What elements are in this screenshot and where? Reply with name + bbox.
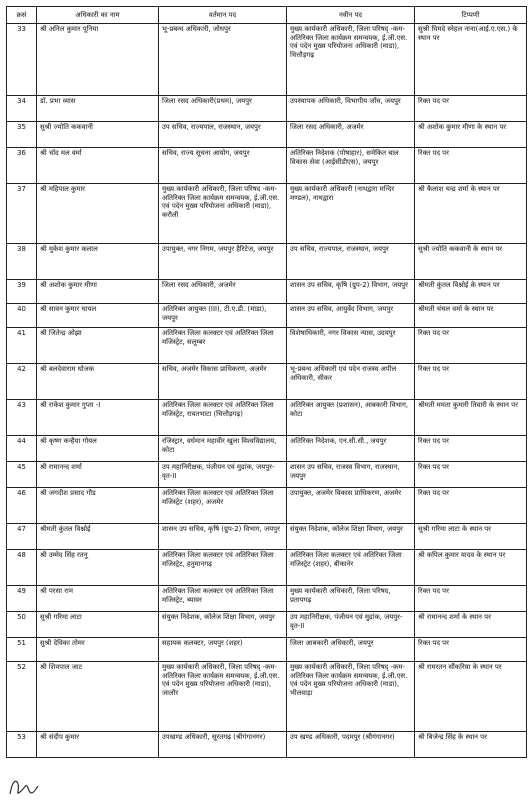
- row-new-post: मुख्य कार्यकारी अधिकारी, जिला परिषद् -कम- अतिरिक्त जिला कार्यक्रम समन्वयक, ई.जी.एस. एवं पदेन मुख्य परियोजना अधिकारी (माडा), भीलवाड़ा: [287, 662, 415, 732]
- row-current-post: सचिव, राज्य सूचना आयोग, जयपुर: [159, 148, 287, 184]
- table-row: [7, 662, 527, 732]
- header-officer-name: अधिकारी का नाम: [37, 7, 159, 24]
- row-officer-name: श्री राकेश कुमार गुप्ता -I: [37, 400, 159, 436]
- row-current-post: उप सचिव, राज्यपाल, राजस्थान, जयपुर: [159, 122, 287, 148]
- row-new-post: उप सचिव, राज्यपाल, राजस्थान, जयपुर: [287, 244, 415, 280]
- table-row: [7, 612, 527, 638]
- row-remark: सुश्री घिमदे स्नेहल नाना(आई.ए.एस.) के स्थान पर: [415, 24, 527, 96]
- row-remark: रिक्त पद पर: [415, 364, 527, 400]
- row-officer-name: श्री चॉद मल वर्मा: [37, 148, 159, 184]
- row-officer-name: सुश्री देविका तोमर: [37, 638, 159, 662]
- row-officer-name: श्री जगदीश प्रसाद गौड: [37, 488, 159, 524]
- row-serial: 46: [7, 488, 37, 524]
- row-serial: 49: [7, 586, 37, 612]
- row-serial: 40: [7, 304, 37, 328]
- row-new-post: अतिरिक्त जिला कलक्टर एवं अतिरिक्त जिला मजिस्ट्रेट (शहर), बीकानेर: [287, 550, 415, 586]
- row-new-post: शासन उप सचिव, कृषि (ग्रुप-2) विभाग, जयपुर: [287, 280, 415, 304]
- row-officer-name: श्री अनिल कुमार पूनिया: [37, 24, 159, 96]
- row-remark: रिक्त पद पर: [415, 586, 527, 612]
- row-new-post: अतिरिक्त निदेशक, एन.सी.सी., जयपुर: [287, 436, 415, 462]
- row-officer-name: श्री जितेन्द्र ओझा: [37, 328, 159, 364]
- row-current-post: उपायुक्त, नगर निगम, जयपुर हैरिटेज, जयपुर: [159, 244, 287, 280]
- row-remark: रिक्त पद पर: [415, 488, 527, 524]
- row-serial: 52: [7, 662, 37, 732]
- row-new-post: उप महानिरीक्षक, पंजीयन एवं मुद्रांक, जयपुर-वृत-II: [287, 612, 415, 638]
- row-officer-name: श्री कृष्ण कन्हैया गोयल: [37, 436, 159, 462]
- row-serial: 34: [7, 96, 37, 122]
- row-officer-name: श्री उम्मेद सिंह रतनू: [37, 550, 159, 586]
- row-serial: 47: [7, 524, 37, 550]
- header-current-post: वर्तमान पद: [159, 7, 287, 24]
- row-remark: श्री कैलाश चन्द्र शर्मा के स्थान पर: [415, 184, 527, 244]
- row-remark: श्री रामरतन सौंकरिया के स्थान पर: [415, 662, 527, 732]
- row-remark: श्री बिजेन्द्र सिंह के स्थान पर: [415, 732, 527, 758]
- row-officer-name: श्री संदीप कुमार: [37, 732, 159, 758]
- row-officer-name: डॉ. प्रभा व्यास: [37, 96, 159, 122]
- table-row: [7, 148, 527, 184]
- row-current-post: सचिव, अजमेर विकास प्राधिकरण, अजमेर: [159, 364, 287, 400]
- row-officer-name: श्री बलदेवाराम धोजक: [37, 364, 159, 400]
- row-remark: सुश्री ज्योति ककवानी के स्थान पर: [415, 244, 527, 280]
- table-row: [7, 304, 527, 328]
- row-remark: रिक्त पद पर: [415, 148, 527, 184]
- row-officer-name: श्री शिवपाल जाट: [37, 662, 159, 732]
- row-serial: 48: [7, 550, 37, 586]
- row-new-post: उपायुक्त, अजमेर विकास प्राधिकरण, अजमेर: [287, 488, 415, 524]
- row-new-post: मुख्य कार्यकारी अधिकारी, जिला परिषद, प्रतापगढ़: [287, 586, 415, 612]
- row-remark: रिक्त पद पर: [415, 462, 527, 488]
- row-serial: 43: [7, 400, 37, 436]
- row-current-post: अतिरिक्त आयुक्त (III), टी.ए.डी. (माडा), जयपुर: [159, 304, 287, 328]
- row-new-post: विशेषाधिकारी, नगर विकास न्यास, उदयपुर: [287, 328, 415, 364]
- row-serial: 42: [7, 364, 37, 400]
- row-remark: श्रीमती चंचल वर्मा के स्थान पर: [415, 304, 527, 328]
- row-remark: रिक्त पद पर: [415, 638, 527, 662]
- row-current-post: सहायक कलक्टर, जयपुर (शहर): [159, 638, 287, 662]
- row-serial: 39: [7, 280, 37, 304]
- row-remark: सुश्री गरिमा लाटा के स्थान पर: [415, 524, 527, 550]
- row-new-post: जिला आबकारी अधिकारी, जयपुर: [287, 638, 415, 662]
- table-row: [7, 550, 527, 586]
- row-new-post: शासन उप सचिव, राजस्व विभाग, राजस्थान, जयपुर: [287, 462, 415, 488]
- row-current-post: जिला रसद अधिकारी, अजमेर: [159, 280, 287, 304]
- row-current-post: अतिरिक्त जिला कलक्टर एवं अतिरिक्त जिला मजिस्ट्रेट, सलूम्बर: [159, 328, 287, 364]
- table-row: [7, 122, 527, 148]
- row-new-post: अतिरिक्त निदेशक (पोषाहार), समेकित बाल विकास सेवा (आईसीडीएस), जयपुर: [287, 148, 415, 184]
- row-remark: श्री अशोक कुमार मीणा के स्थान पर: [415, 122, 527, 148]
- transfer-table: [6, 6, 527, 758]
- row-remark: रिक्त पद पर: [415, 436, 527, 462]
- row-current-post: रजिस्ट्रार, वर्धमान महावीर खुला विश्वविद्यालय, कोटा: [159, 436, 287, 462]
- row-current-post: उप महानिरीक्षक, पंजीयन एवं मुद्रांक, जयपुर-वृत-II: [159, 462, 287, 488]
- row-serial: 45: [7, 462, 37, 488]
- table-row: [7, 24, 527, 96]
- row-new-post: जिला रसद अधिकारी, अजमेर: [287, 122, 415, 148]
- row-serial: 37: [7, 184, 37, 244]
- row-new-post: उपस्थापक अधिकारी, विभागीय जाँच, जयपुर: [287, 96, 415, 122]
- row-new-post: मुख्य कार्यकारी अधिकारी (नाथद्वारा मन्दिर मण्डल), नाथद्वारा: [287, 184, 415, 244]
- row-officer-name: श्री मुकेश कुमार कलाल: [37, 244, 159, 280]
- header-serial: क्रसं: [7, 7, 37, 24]
- row-officer-name: श्री परसा राम: [37, 586, 159, 612]
- row-remark: श्रीमती ममता कुमारी तिवारी के स्थान पर: [415, 400, 527, 436]
- table-row: [7, 364, 527, 400]
- row-current-post: अतिरिक्त जिला कलक्टर एवं अतिरिक्त जिला मजिस्ट्रेट, ब्यावर: [159, 586, 287, 612]
- row-serial: 53: [7, 732, 37, 758]
- table-row: [7, 586, 527, 612]
- table-row: [7, 732, 527, 758]
- table-row: [7, 280, 527, 304]
- row-new-post: शासन उप सचिव, आयुर्वेद विभाग, जयपुर: [287, 304, 415, 328]
- row-current-post: संयुक्त निदेशक, कॉलेज शिक्षा विभाग, जयपुर: [159, 612, 287, 638]
- row-remark: श्री कपिल कुमार यादव के स्थान पर: [415, 550, 527, 586]
- row-serial: 50: [7, 612, 37, 638]
- row-current-post: उपखण्ड अधिकारी, सूरतगढ़ (श्रीगंगानगर): [159, 732, 287, 758]
- table-row: [7, 462, 527, 488]
- table-row: [7, 436, 527, 462]
- row-current-post: शासन उप सचिव, कृषि (ग्रुप-2) विभाग, जयपुर: [159, 524, 287, 550]
- table-row: [7, 328, 527, 364]
- row-serial: 36: [7, 148, 37, 184]
- row-serial: 38: [7, 244, 37, 280]
- row-new-post: उप खण्ड अधिकारी, पदमपुर (श्रीगंगानगर): [287, 732, 415, 758]
- row-new-post: मुख्य कार्यकारी अधिकारी, जिला परिषद् -कम- अतिरिक्त जिला कार्यक्रम समन्वयक, ई.जी.एस. एवं पदेन मुख्य परियोजना अधिकारी (माडा), चित्तौड़गढ़: [287, 24, 415, 96]
- table-row: [7, 244, 527, 280]
- table-row: [7, 638, 527, 662]
- table-row: [7, 524, 527, 550]
- row-new-post: अतिरिक्त आयुक्त (प्रशासन), आबकारी विभाग, कोटा: [287, 400, 415, 436]
- header-new-post: नवीन पद: [287, 7, 415, 24]
- row-officer-name: सुश्री गरिमा लाटा: [37, 612, 159, 638]
- table-header-row: [7, 7, 527, 24]
- table-row: [7, 400, 527, 436]
- row-officer-name: श्री रामानन्द शर्मा: [37, 462, 159, 488]
- row-serial: 41: [7, 328, 37, 364]
- row-serial: 51: [7, 638, 37, 662]
- row-officer-name: सुश्री ज्योति ककवानी: [37, 122, 159, 148]
- row-current-post: अतिरिक्त जिला कलक्टर एवं अतिरिक्त जिला मजिस्ट्रेट, रावतभाटा (चित्तौड़गढ़): [159, 400, 287, 436]
- row-new-post: संयुक्त निदेशक, कॉलेज शिक्षा विभाग, जयपुर: [287, 524, 415, 550]
- row-current-post: मुख्य कार्यकारी अधिकारी, जिला परिषद -कम- अतिरिक्त जिला कार्यक्रम समन्वयक, ई.जी.एस. एवं पदेन मुख्य परियोजना अधिकारी (माडा), करौली: [159, 184, 287, 244]
- transfer-list-page: [6, 6, 526, 758]
- row-serial: 44: [7, 436, 37, 462]
- row-current-post: जिला रसद अधिकारी(प्रथम), जयपुर: [159, 96, 287, 122]
- row-serial: 33: [7, 24, 37, 96]
- table-body: [7, 24, 527, 758]
- signature-mark: [6, 776, 42, 798]
- table-row: [7, 488, 527, 524]
- row-officer-name: श्री सावन कुमार चायल: [37, 304, 159, 328]
- row-current-post: अतिरिक्त जिला कलक्टर एवं अतिरिक्त जिला मजिस्ट्रेट, हनुमानगढ़: [159, 550, 287, 586]
- row-serial: 35: [7, 122, 37, 148]
- row-officer-name: श्रीमती कुंतल विश्नोई: [37, 524, 159, 550]
- table-row: [7, 184, 527, 244]
- row-current-post: मुख्य कार्यकारी अधिकारी, जिला परिषद् -कम- अतिरिक्त जिला कार्यक्रम समन्वयक, ई.जी.एस. एवं पदेन मुख्य परियोजना अधिकारी (माडा), जालौर: [159, 662, 287, 732]
- row-current-post: अतिरिक्त जिला कलक्टर एवं अतिरिक्त जिला मजिस्ट्रेट (शहर), अजमेर: [159, 488, 287, 524]
- header-remark: टिप्पणी: [415, 7, 527, 24]
- row-remark: श्रीमती कुंतल विश्नोई के स्थान पर: [415, 280, 527, 304]
- row-remark: श्री रामानन्द शर्मा के स्थान पर: [415, 612, 527, 638]
- row-officer-name: श्री महिपाल कुमार: [37, 184, 159, 244]
- table-row: [7, 96, 527, 122]
- row-officer-name: श्री अशोक कुमार मीणा: [37, 280, 159, 304]
- row-new-post: भू-प्रबन्ध अधिकारी एवं पदेन राजस्व अपील अधिकारी, सीकर: [287, 364, 415, 400]
- row-remark: रिक्त पद पर: [415, 96, 527, 122]
- row-current-post: भू-प्रबन्ध अधिकारी, जोधपुर: [159, 24, 287, 96]
- row-remark: रिक्त पद पर: [415, 328, 527, 364]
